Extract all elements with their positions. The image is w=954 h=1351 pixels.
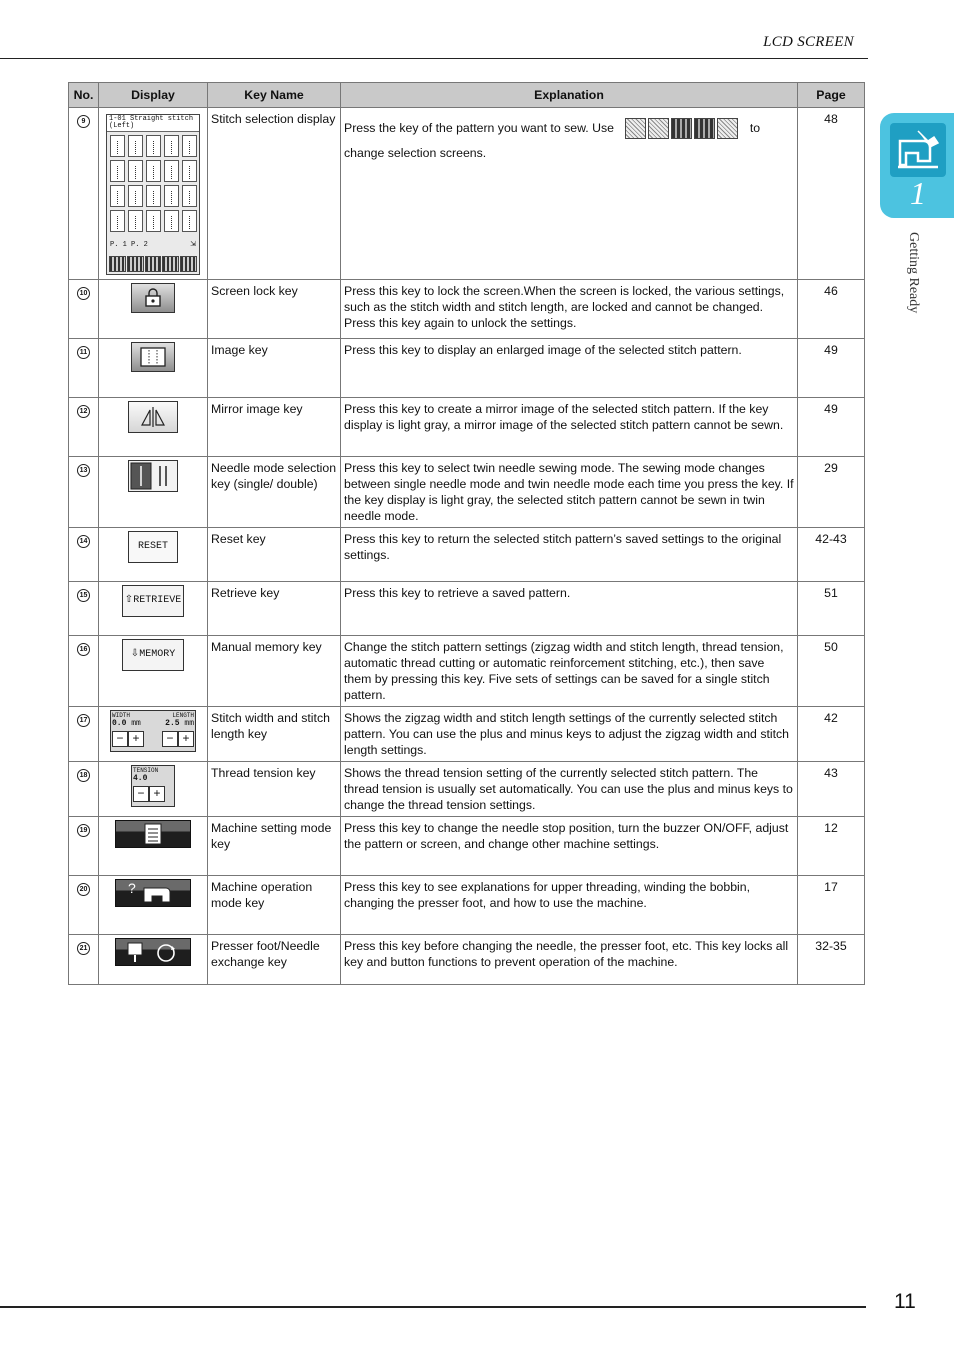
screen-lock-key[interactable] [131, 283, 175, 313]
key-name: Thread tension key [208, 762, 341, 817]
table-row [69, 707, 865, 762]
table-row [69, 528, 865, 582]
page-ref: 43 [798, 762, 865, 817]
explanation: Press this key to retrieve a saved pattern. [341, 582, 798, 636]
page-ref: 51 [798, 582, 865, 636]
explanation: Press this key to return the selected stitch pattern’s saved settings to the original settings. [341, 528, 798, 582]
column-display: Display [99, 83, 208, 108]
pattern-key-icon [694, 118, 715, 139]
stitch-cell[interactable] [182, 160, 197, 182]
page-indicator: P. 1 P. 2 [110, 241, 148, 249]
stitch-cell[interactable] [110, 135, 125, 157]
lock-icon [144, 288, 162, 308]
row-number: 13 [77, 464, 90, 477]
row-number: 17 [77, 714, 90, 727]
key-name: Screen lock key [208, 280, 341, 339]
key-table [68, 82, 865, 985]
row-number: 18 [77, 769, 90, 782]
retrieve-icon: ⇧ [124, 595, 134, 606]
stitch-cell[interactable] [164, 185, 179, 207]
column-key-name: Key Name [208, 83, 341, 108]
stitch-cell[interactable] [164, 210, 179, 232]
page-number: 11 [894, 1290, 916, 1313]
image-key[interactable] [131, 342, 175, 372]
tension-label: TENSION [133, 767, 159, 774]
pattern-category-tab[interactable] [145, 256, 162, 272]
table-row [69, 636, 865, 707]
retrieve-label: RETRIEVE [133, 595, 182, 606]
width-minus-button[interactable]: − [112, 731, 128, 747]
table-row [69, 935, 865, 985]
stitch-cell[interactable] [146, 210, 161, 232]
page-ref: 50 [798, 636, 865, 707]
memory-key[interactable] [122, 639, 184, 671]
presser-foot-exchange-icon [122, 940, 182, 964]
footer-rule [0, 1306, 866, 1308]
row-number: 14 [77, 535, 90, 548]
row-number: 10 [77, 287, 90, 300]
magnify-image-icon [140, 347, 166, 367]
page-ref: 12 [798, 817, 865, 876]
column-no: No. [69, 83, 99, 108]
tension-minus-button[interactable]: − [133, 786, 149, 802]
row-number: 16 [77, 643, 90, 656]
width-length-key [110, 710, 196, 752]
table-row [69, 582, 865, 636]
column-page: Page [798, 83, 865, 108]
stitch-cell[interactable] [110, 160, 125, 182]
page-ref: 48 [798, 108, 865, 280]
stitch-cell[interactable] [146, 185, 161, 207]
explanation-tail: to [749, 120, 761, 135]
tension-value: 4.0 [133, 774, 148, 783]
width-value: 0.0 [112, 719, 127, 728]
key-name: Stitch selection display [208, 108, 341, 280]
explanation: Press this key to create a mirror image of the selected stitch pattern. If the key display is light gray, a mirror image of the selected stitch pattern cannot be sewn. [341, 398, 798, 457]
reset-key[interactable]: RESET [128, 531, 178, 563]
width-plus-button[interactable]: + [128, 731, 144, 747]
header-rule [0, 58, 868, 59]
stitch-selection-screen [106, 114, 200, 275]
tension-plus-button[interactable]: + [149, 786, 165, 802]
settings-list-icon [144, 823, 162, 845]
page-ref: 49 [798, 398, 865, 457]
length-minus-button[interactable]: − [162, 731, 178, 747]
machine-setting-key[interactable] [115, 820, 191, 848]
stitch-cell[interactable] [182, 135, 197, 157]
row-number: 20 [77, 883, 90, 896]
pattern-category-tab[interactable] [127, 256, 144, 272]
length-label: LENGTH [172, 712, 194, 719]
stitch-cell[interactable] [128, 135, 143, 157]
explanation: Press this key to display an enlarged image of the selected stitch pattern. [341, 339, 798, 398]
row-number: 12 [77, 405, 90, 418]
row-number: 15 [77, 589, 90, 602]
key-name: Needle mode selection key (single/ double) [208, 457, 341, 528]
memory-icon: ⇩ [130, 649, 140, 660]
key-name: Machine operation mode key [208, 876, 341, 935]
stitch-cell[interactable] [110, 185, 125, 207]
table-row [69, 762, 865, 817]
retrieve-key[interactable] [122, 585, 184, 617]
stitch-cell[interactable] [146, 160, 161, 182]
pattern-key-icon [648, 118, 669, 139]
thread-tension-key [131, 765, 175, 807]
machine-operation-key[interactable] [115, 879, 191, 907]
stitch-cell[interactable] [182, 210, 197, 232]
explanation: Press this key to see explanations for upper threading, winding the bobbin, changing the presser foot, and how to use the machine. [341, 876, 798, 935]
explanation: Press this key to change the needle stop position, turn the buzzer ON/OFF, adjust the pattern or screen, and change other machine settings. [341, 817, 798, 876]
stitch-cell[interactable] [110, 210, 125, 232]
chapter-label: Getting Ready [906, 232, 921, 314]
explanation: Shows the thread tension setting of the currently selected stitch pattern. The thread tension is usually set automatically. You can use the plus and minus keys to change the thread tension settings. [341, 762, 798, 817]
key-name: Presser foot/Needle exchange key [208, 935, 341, 985]
key-name: Retrieve key [208, 582, 341, 636]
width-label: WIDTH [112, 712, 131, 719]
stitch-cell[interactable] [128, 210, 143, 232]
table-row [69, 280, 865, 339]
table-row [69, 457, 865, 528]
key-name: Image key [208, 339, 341, 398]
page-ref: 29 [798, 457, 865, 528]
page-arrow-icon[interactable]: ⇲ [190, 241, 196, 249]
mirror-icon [138, 406, 168, 428]
table-row [69, 398, 865, 457]
pattern-category-tab[interactable] [180, 256, 197, 272]
stitch-pattern-grid [107, 132, 199, 235]
pattern-category-keys [625, 118, 738, 139]
width-unit: mm [131, 719, 141, 728]
row-number: 9 [77, 115, 90, 128]
page-ref: 17 [798, 876, 865, 935]
stitch-cell[interactable] [164, 160, 179, 182]
length-plus-button[interactable]: + [178, 731, 194, 747]
sewing-machine-icon [890, 123, 946, 177]
pattern-category-tab[interactable] [109, 256, 126, 272]
presser-foot-exchange-key[interactable] [115, 938, 191, 966]
mirror-image-key[interactable] [128, 401, 178, 433]
explanation-lead: Press the key of the pattern you want to sew. Use [344, 120, 614, 135]
memory-label: MEMORY [139, 649, 176, 660]
length-unit: mm [184, 719, 194, 728]
stitch-cell[interactable] [164, 135, 179, 157]
row-number: 19 [77, 824, 90, 837]
table-row [69, 876, 865, 935]
key-name: Manual memory key [208, 636, 341, 707]
page-ref: 42 [798, 707, 865, 762]
table-row [69, 108, 865, 280]
stitch-cell[interactable] [146, 135, 161, 157]
table-row [69, 817, 865, 876]
explanation: Press this key to lock the screen.When the screen is locked, the various settings, such as the stitch width and stitch length, are locked and cannot be changed. Press this key again to unlock the settings. [341, 280, 798, 339]
explanation: change selection screens. [344, 146, 487, 160]
length-value: 2.5 [165, 719, 180, 728]
pattern-category-tab[interactable] [162, 256, 179, 272]
column-explanation: Explanation [341, 83, 798, 108]
stitch-screen-title: 1-01 Straight stitch (Left) [107, 115, 199, 132]
pattern-key-icon [717, 118, 738, 139]
help-icon: ? [128, 880, 136, 896]
key-name: Mirror image key [208, 398, 341, 457]
stitch-cell[interactable] [128, 160, 143, 182]
pattern-key-icon [625, 118, 646, 139]
explanation: Press this key to select twin needle sewing mode. The sewing mode changes between single needle mode and twin needle mode each time you press the key. If the key display is light gray, the selected stitch pattern cannot be sewn in twin needle mode. [341, 457, 798, 528]
page-ref: 42-43 [798, 528, 865, 582]
row-number: 21 [77, 942, 90, 955]
row-number: 11 [77, 346, 90, 359]
table-row [69, 339, 865, 398]
stitch-cell[interactable] [128, 185, 143, 207]
page-ref: 49 [798, 339, 865, 398]
explanation: Change the stitch pattern settings (zigzag width and stitch length, thread tension, automatic thread cutting or automatic reinforcement stitching, etc.), then save them by pressing this key. Five sets of settings can be saved for a single stitch pattern. [341, 636, 798, 707]
chapter-tab [880, 113, 954, 218]
sewing-machine-icon [142, 884, 176, 904]
key-name: Machine setting mode key [208, 817, 341, 876]
table-header [69, 83, 865, 108]
key-name: Stitch width and stitch length key [208, 707, 341, 762]
explanation: Press this key before changing the needle, the presser foot, etc. This key locks all key and button functions to prevent operation of the machine. [341, 935, 798, 985]
stitch-cell[interactable] [182, 185, 197, 207]
chapter-number: 1 [910, 175, 926, 211]
section-title: LCD SCREEN [763, 34, 854, 50]
page-ref: 32-35 [798, 935, 865, 985]
key-name: Reset key [208, 528, 341, 582]
explanation: Shows the zigzag width and stitch length settings of the currently selected stitch pattern. You can use the plus and minus keys to adjust the zigzag width and stitch length settings. [341, 707, 798, 762]
needle-mode-icon [130, 462, 176, 490]
pattern-key-icon [671, 118, 692, 139]
page-ref: 46 [798, 280, 865, 339]
needle-mode-key[interactable] [128, 460, 178, 492]
